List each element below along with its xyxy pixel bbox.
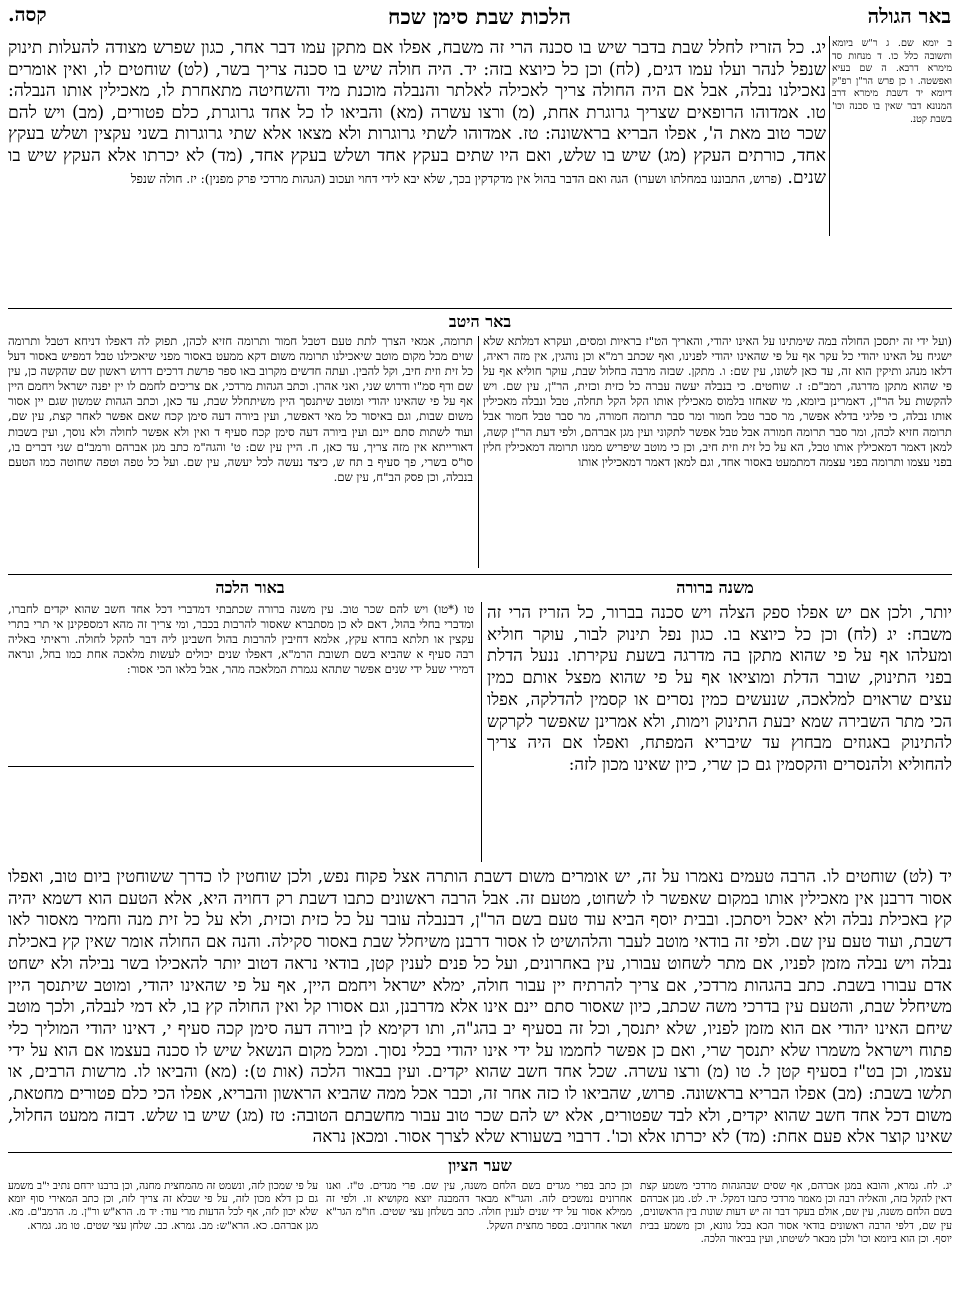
mishna-berura-full-width bbox=[8, 866, 952, 1148]
page-number: קסה. bbox=[8, 4, 47, 26]
gloss-paren: (פרוש, התבוננו במחלתו ושערו) bbox=[633, 171, 782, 186]
beer-hagolah-column bbox=[832, 38, 952, 238]
side-text: ב יומא שם. ג ר"ש ביומא ותשובה כלל כו. ד מנחות סד מימרא דרבא. ה שם בעיא ואפשטה. ו כן פרש הר"ן רפ"ק דיומא יד דשבת מימרא דרב המנונא דבר שאין בו סכנה וכו' בשבת קטנ. bbox=[832, 38, 952, 125]
shaar-hatziyun-col-2 bbox=[326, 1180, 632, 1300]
shulchan-aruch-main-text bbox=[8, 38, 826, 306]
divider-1 bbox=[8, 308, 952, 309]
mishna-berura-full-text-2: טו (מ) ורצו עשרה. שכל אחד חשב שהוא יקדים. ועין בבאור הלכה (אות ט): (מא) והביאו לו. מרשות הרבים, או תלשו בשבת: (מב) אפלו הבריא בראשונה. פרוש, שהביאו לו כזה אחר זה, וכבר אכל ממה שהביא הראשון והבריא, אפלו הכי כלם פטורים מחטאת, משום דכל אחד חשב שהוא יקדים, ולא לבד שפטורים, אלא יש להם שכר טוב עבור מחשבתם הטובה: טז (מג) שיש בו שלש. דבזה ממעט החלול, שאינו קוצר אלא פעם אחת: (מד) לא יכרתו אלא וכו'. דרבוי בשעורא שלא לצרך אסור. ומכאן נראה bbox=[8, 1061, 952, 1147]
biur-halacha-column bbox=[8, 602, 474, 762]
divider-3 bbox=[8, 1152, 952, 1153]
mishna-berura-column bbox=[487, 602, 952, 864]
beer-heitev-title: באר היטב bbox=[448, 312, 512, 331]
biur-halacha-title: באור הלכה bbox=[215, 578, 285, 597]
shaar-hatziyun-col-3 bbox=[8, 1180, 318, 1300]
beer-heitev-text-right: (ועל ידי זה יתסכן החולה במה שימתינו על האינו יהודי, והאריך הט"ז בראיות ומסים, ועקרא דמלתא שלא ישגיח על האינו יהודי כל עקר אף על פי שהאינו יהודי לפנינו, ואף שכתב רמ"א וכן נוהגין, אין מזה ראיה, דלאו מנהג ותיקין הוא זה, עד כאן לשונו, עין שם: ו. מתקן. שבזה מרבה בחלול שבת, עוקר חוליא אף על פי שהוא מתקן מדרגה, רמב"ם: ז. שוחטים. כי בנבלה יעשה עברה כל כזית וכזית, הר"ן, עין שם. ויש להקשות על הר"ן, דאמרינן ביומא, מי שאחזו בלמוס מאכילין אותו הקל הקל תחלה, טבל ונבלה מאכילין אותו נבלה, כי פליגי בדלא אפשר, מר סבר טבל חמור ומר סבר תרומה חמורה, מר סבר טבל חמור אבל תרומה חזיא לכהן, ומר סבר תרומה חמורה אבל טבל אפשר לתקוני ועין מגן אברהם, ולפי דעת הר"ן קשה, למאן דאמר דמאכילין אותו טבל, הא על כל זית וזית חיב, וכן כי מוטב שיפריש ממנו תרומה דמאכילין חלין בפני עצמו ותרומה בפני עצמה דמתמעט באסור אחד, וגם למאן דאמר דמאכילין אותו bbox=[483, 334, 952, 469]
beer-heitev-col-right bbox=[483, 334, 952, 570]
biur-halacha-bottom-rule bbox=[8, 766, 474, 767]
shaar-hatziyun-text-2: וכן כתב בפרי מגדים בשם הלחם משנה, עין שם. פרי מגדים. ט"ז. ואנו אחרונים נמשכים לזה. והגר"א מבאר דהמבנה יוצא מקושיא זו. ולפי זה ממילא אסור על ידי שנים לענין חולה. כתב בשלחן עצי שטים. חו"מ הגר"א ושאר אחרונים. בספר מחצית השקל. bbox=[326, 1180, 632, 1232]
shaar-hatziyun-title: שער הציון bbox=[448, 1156, 512, 1175]
page-header bbox=[8, 4, 951, 30]
side-divider bbox=[829, 36, 830, 236]
mb-bh-col-divider bbox=[481, 602, 482, 862]
mishna-berura-title: משנה ברורה bbox=[676, 578, 754, 597]
mishna-berura-text: יותר, ולכן אם יש אפלו ספק הצלה ויש סכנה בברור, כל הזריז הרי זה משבח: יג (לח) וכן כל כיוצא בו. כגון נפל תינוק לבור, עוקר חוליא ומעלהו אף על פי שהוא מתקן בה מדרגה בשעת עקירתו. ננעל הדלת בפני התינוק, שובר הדלת ומוציאו אף על פי שהוא מפצל אותם כמין עצים שראוים למלאכה, שנעשים כמין נסרים או קסמין להדלקה, אפלו הכי מתר השבירה שמא יבעת התינוק וימות, ולא אמרינן שאפשר לקרקש להתינוק באגוזים מבחוץ עד שיבריא המפתח, ואפלו אם היה צריך להחוליא ולהנסרים והקסמין גם כן שרי, כיון שאינו מכון לזה: bbox=[487, 602, 952, 774]
divider-2 bbox=[8, 574, 952, 575]
shaar-hatziyun-text-1: יג. לח. גמרא, והובא במגן אברהם, אף שסים שבהגהות מרדכי משמע קצת דאין להקל בזה, והאליה רבה וכן מאמר מרדכי כתבו דמקל. יד. לט. מגן אברהם בשם הלחם משנה, עין שם, אולם בעקר דבר זה יש דעות שונות בין הראשונים, עין שם, דלפי הרבה ראשונים בודאי אסור הכא בכל גוונא, וכן משמע בבית יוסף. וכן הוא ביומא וכו' ולכן מבאר לשיטתו, ועין בביאור הלכה. bbox=[640, 1180, 952, 1245]
page-title: הלכות שבת סימן שכח bbox=[388, 4, 571, 29]
rama-gloss: הגה ואם הדבר בהול אין מדקדקין בכך, שלא יבא לידי דחוי ועכוב (הגהות מרדכי פרק מפנין): יז. חולה שנפל bbox=[130, 171, 629, 186]
beer-heitev-col-divider bbox=[478, 336, 479, 568]
mishna-berura-full-text: יד (לט) שוחטים לו. הרבה טעמים נאמרו על זה, יש אומרים משום דשבת הותרה אצל פקוח נפש, ולכן שוחטין לו כדרך ששוחטין ביום טוב, ואפלו אסור דרבנן אין מאכילין אותו במקום שאפשר לו לשחוט, מטעם זה. אבל הרבה ראשונים כתבו דשבת רק דחויה היא, אלא הטעם הוא דשמא יהיה קץ באכילת נבלה ולא יאכל ויסתכן. ובבית יוסף הביא עוד טעם בשם הר"ן, דבנבלה עובר על כל כזית וכזית, ולא על כל זית מנה וחמיר מאסור לאו דשבת, ועוד טעם עין שם. ולפי זה בודאי מוטב לעבר והלהושיט לו אסור דרבנן משיחלל שבת באסור סקילה. והנה אם החולה אומר שאין קץ באכילת נבלה ויש נבלה מזמן לפניו, אם מתר לשחוט עבורו, עין באחרונים, ועל כל פנים לענין קטן, בודאי נראה דטוב יותר להאכילו בשר נבילה ולא ישחט אדם עבורו בשבת. כתב בהגהות מרדכי, אם צריך להרתיח יין עבור חולה, ימלא ישראל ויחמם היין, אף על פי שהאינו יהודי, ומוטב שיתנסך היין משיחלל שבת, והטעם עין בדרכי משה שכתב, כיון שאסור סתם יינם אינו אלא מדרבנן, וגם אסורו קל ואין החולה קץ בו, לא דמי לנבלה, ולכך מוטב שיחם האינו יהודי אם הוא מזמן לפניו, שלא יתנסך, וכל זה בסעיף יב בהג"ה, ותו דקימא לן ביורה דעה סימן קכה סעיף י, דאינו יהודי המוליך כלי פתוח וישראל משמרו שלא יתנסך שרי, ואם כן אפשר לחממו על ידי אינו יהודי בכלי נסוך. ומכל מקום הנשאל שיש לו סכנה בעצמו אם הוא על ידי עצמו, וכן בט"ז בסעיף קטן ל. bbox=[8, 866, 952, 1082]
biur-halacha-text: טו (*טו) ויש להם שכר טוב. עין משנה ברורה שכתבתי דמדברי דכל אחד חשב שהוא יקדים לחברו, ומדברי בחלי בהול, דאם לא כן מסתברא שאסור להרבות בכבר, ומי צריך זה מהא דמספקינן אי תרי בתרי עקצין או תלתא בחדא עקץ, אלמא דחיבין להרבות בהול חשבינן ליה דבר להקל לחולה. וראיתי באליה רבה סעיף א שהביא בשם תשובת הרמ"א, דאפלו שנים יכולים לעשות מלאכה אחת כמו בחל, ונראה דמירי שעל ידי שנים אפשר שתהא נגמרת המלאכה מהר, אבל בלאו הכי אסור: bbox=[8, 602, 474, 677]
main-text: יג. כל הזריז לחלל שבת בדבר שיש בו סכנה הרי זה משבח, אפלו אם מתקן עמו דבר אחר, כגון שפרש מצודה להעלות תינוק שנפל לנהר ועלו עמו דגים, (לח) וכן כל כיוצא בזה: יד. היה חולה שיש בו סכנה צריך בשר, (לט) שוחטים לו, ואין אומרים נאכילנו נבלה, אבל אם היה החולה צריך לאכילה לאלתר והנבלה מוכנת מיד והשחיטה מתאחרת לו, מאכילין אותו הנבלה: טו. אמדוהו הרופאים שצריך גרוגרת אחת, (מ) ורצו עשרה (מא) והביאו לו כל אחד גרוגרת, כלם פטורים, (מב) ויש להם שכר טוב מאת ה', אפלו הבריא בראשונה: טז. אמדוהו לשתי גרוגרות ולא מצאו אלא שתי גרוגרות בשני עקצין ושלש בעקץ אחד, כורתים העקץ (מג) שיש בו שלש, ואם היו שתים בעקץ אחד ושלש בעקץ אחד, (מד) לא יכרתו אלא העקץ שיש בו שנים. bbox=[8, 38, 826, 188]
shaar-hatziyun-col-1 bbox=[640, 1180, 952, 1300]
header-right-label: באר הגולה bbox=[867, 4, 951, 28]
beer-heitev-col-left bbox=[8, 334, 473, 570]
shaar-hatziyun-text-3: על פי שמכון לזה, ונשמט זה מהמחצית מחנה, וכן ברבנו ירחם נתיב י"ב משמע גם כן דלא מכון לזה, על פי שבלא זה צריך לזה, וכן כתב המאירי סוף יומא שלא יכון לזה, אף לכל הדעות מרי עוד: יד מ. הרא"ש ור"ן. מ. הרמב"ם. מא. מגן אברהם. כא. הרא"ש: מב. גמרא. כב. שלחן עצי שטים. טו מג. גמרא. bbox=[8, 1180, 318, 1232]
beer-heitev-text-left: תרומה, אמאי הצרך לתת טעם דטבל חמור ותרומה חזיא לכהן, תפוק לה דאפלו דניחא דטבל ותרומה שוים מכל מקום מוטב שיאכילנו תרומה משום דקא ממעט באסור מפני שיאכילנו טבל דמפיש באסור דעל כל זית וזית חיב, וקל להבין. ועתה חדשים מקרוב באו ספר פרשת דרכים דרוש ראשון שם שהקשה כן, עין שם ודף סמ"ו ודרוש שני, ואני אהרן. וכתב הגהות מרדכי, אם צריכים לחמם לו יין יפנה ישראל ויחמם היין אף על פי שהאינו יהודי ומוטב שיתנסך היין משיתחלל שבת, עד כאן, וכתב הגהות שמשון שגם יין אסור משום שבות, וגם באיסור כל מאי דאפשר, ועין ביורה דעה סימן קכח שאם אפשר לאחר קצת, עין שם, ועוד לשתות סתם יינם ועין ביורה דעה סימן קכח סעיף ד ואין ולא אפשר לחולה ולא נוסך, ועין בשבות דאורייתא אין מזה צריך, עד כאן, ח. היין עין שם: ט' והגה"מ כתב מגן אברהם ורמב"ם שני דברים בו, סו"ס בשרי, פך סעיף ב תח ש, כיצד נעשה לכל יעשה, עין שם. ועל כל טפה וטפה שחוטה כמו הטעם בנבלה, וכן פסק הב"ח, עין שם. bbox=[8, 334, 473, 484]
